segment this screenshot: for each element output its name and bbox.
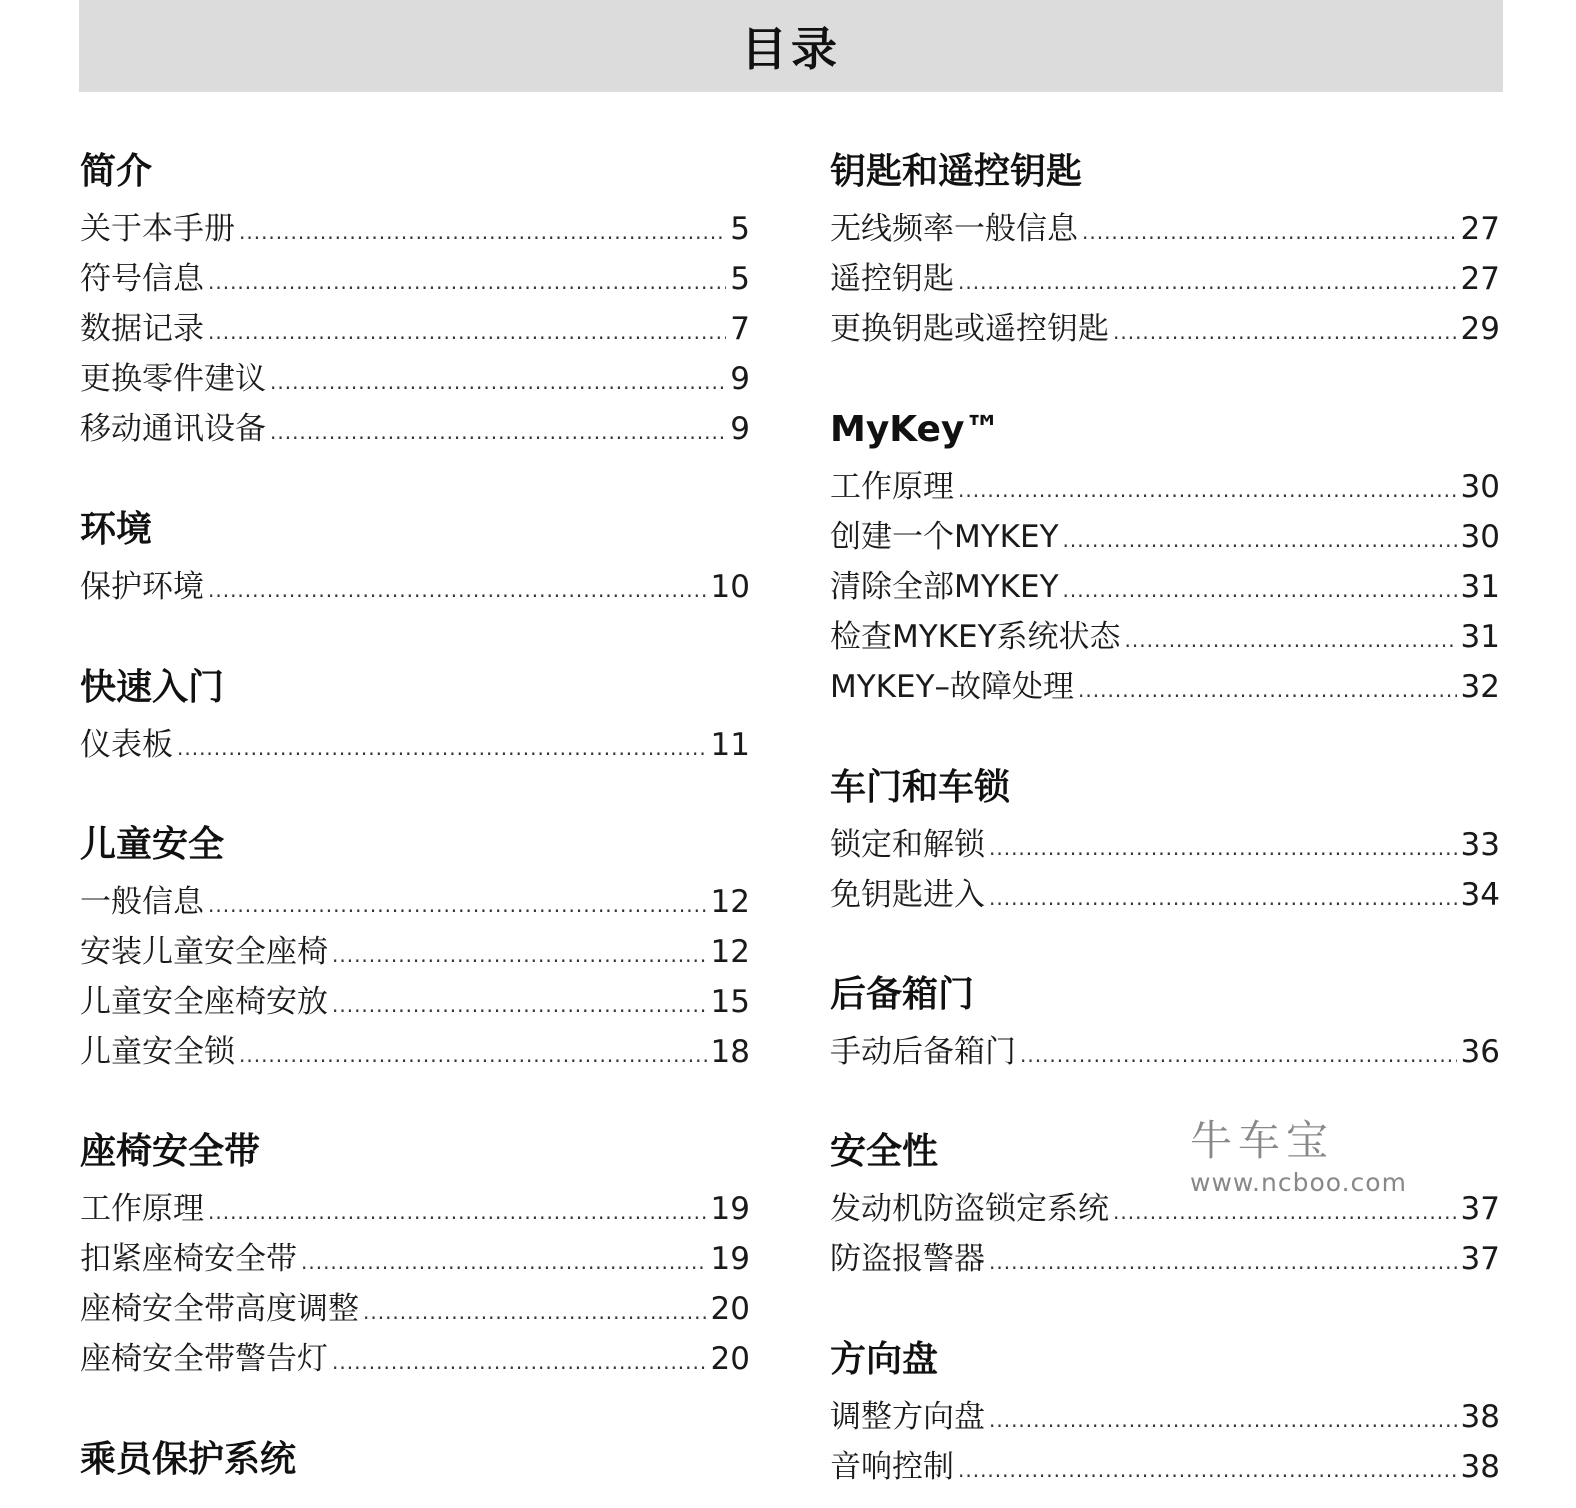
dot-leader bbox=[301, 1237, 707, 1287]
dot-leader bbox=[958, 465, 1457, 515]
toc-entry[interactable] bbox=[830, 870, 1500, 920]
section-heading: 安全性 bbox=[830, 1131, 939, 1172]
toc-entry-title: 保护环境 bbox=[80, 569, 204, 605]
toc-entry-page: 38 bbox=[1460, 1399, 1500, 1435]
toc-entry[interactable] bbox=[80, 1234, 750, 1284]
toc-entry[interactable] bbox=[830, 562, 1500, 612]
toc-entry-page: 36 bbox=[1460, 1034, 1500, 1070]
toc-entry[interactable] bbox=[830, 204, 1500, 254]
toc-entry-page: 32 bbox=[1460, 669, 1500, 705]
toc-entry-title: 遥控钥匙 bbox=[830, 261, 954, 297]
dot-leader bbox=[363, 1287, 707, 1337]
toc-entry-title: 检查MYKEY系统状态 bbox=[830, 619, 1121, 655]
dot-leader bbox=[332, 1337, 707, 1387]
toc-entry-page: 12 bbox=[710, 934, 750, 970]
section-heading: 方向盘 bbox=[830, 1339, 939, 1380]
section-heading: 简介 bbox=[80, 151, 153, 192]
toc-entry-page: 18 bbox=[710, 1034, 750, 1070]
toc-section bbox=[80, 815, 750, 1077]
dot-leader bbox=[332, 980, 707, 1030]
toc-entry[interactable] bbox=[80, 877, 750, 927]
toc-section bbox=[80, 1122, 750, 1384]
dot-leader bbox=[208, 880, 707, 930]
dot-leader bbox=[958, 257, 1457, 307]
toc-entry[interactable] bbox=[80, 720, 750, 770]
toc-entry-title: 关于本手册 bbox=[80, 211, 235, 247]
toc-entry-title: 创建一个MYKEY bbox=[830, 519, 1059, 555]
toc-entry-page: 20 bbox=[710, 1291, 750, 1327]
toc-entry-page: 29 bbox=[1460, 311, 1500, 347]
toc-entry-title: 工作原理 bbox=[830, 469, 954, 505]
dot-leader bbox=[1082, 207, 1457, 257]
toc-entry[interactable] bbox=[80, 927, 750, 977]
toc-entry-title: 清除全部MYKEY bbox=[830, 569, 1059, 605]
toc-entry-title: 发动机防盗锁定系统 bbox=[830, 1191, 1109, 1227]
dot-leader bbox=[208, 565, 707, 615]
toc-entry-title: 数据记录 bbox=[80, 311, 204, 347]
section-heading: 环境 bbox=[80, 509, 153, 550]
toc-entry[interactable] bbox=[80, 354, 750, 404]
toc-entry-page: 27 bbox=[1460, 211, 1500, 247]
toc-entry-page: 37 bbox=[1460, 1241, 1500, 1277]
toc-section bbox=[80, 142, 750, 454]
toc-entry-page: 33 bbox=[1460, 827, 1500, 863]
toc-entry-title: 扣紧座椅安全带 bbox=[80, 1241, 297, 1277]
toc-entry[interactable] bbox=[80, 1284, 750, 1334]
dot-leader bbox=[270, 407, 726, 457]
toc-section bbox=[830, 965, 1500, 1077]
toc-entry-page: 20 bbox=[710, 1341, 750, 1377]
toc-entry[interactable] bbox=[830, 1234, 1500, 1284]
toc-section bbox=[80, 500, 750, 612]
section-heading: 钥匙和遥控钥匙 bbox=[830, 151, 1083, 192]
page-title: 目录 bbox=[741, 22, 841, 76]
toc-entry-page: 5 bbox=[730, 211, 750, 247]
toc-entry-title: 锁定和解锁 bbox=[830, 827, 985, 863]
toc-entry[interactable] bbox=[830, 1027, 1500, 1077]
title-bar bbox=[79, 0, 1503, 92]
section-heading: 座椅安全带 bbox=[80, 1131, 261, 1172]
toc-entry-title: 更换钥匙或遥控钥匙 bbox=[830, 311, 1109, 347]
toc-entry-title: 免钥匙进入 bbox=[830, 877, 985, 913]
toc-entry[interactable] bbox=[830, 662, 1500, 712]
toc-section bbox=[80, 658, 750, 770]
dot-leader bbox=[239, 1030, 707, 1080]
toc-entry-title: 安装儿童安全座椅 bbox=[80, 934, 328, 970]
toc-entry[interactable] bbox=[830, 1442, 1500, 1492]
toc-entry-title: 儿童安全座椅安放 bbox=[80, 984, 328, 1020]
watermark-url: www.ncboo.com bbox=[1190, 1168, 1407, 1197]
toc-entry-page: 30 bbox=[1460, 469, 1500, 505]
toc-section bbox=[830, 400, 1500, 712]
toc-entry[interactable] bbox=[80, 1334, 750, 1384]
toc-entry-page: 34 bbox=[1460, 877, 1500, 913]
toc-entry-page: 31 bbox=[1460, 619, 1500, 655]
toc-entry-page: 11 bbox=[710, 727, 750, 763]
toc-entry-page: 9 bbox=[730, 411, 750, 447]
dot-leader bbox=[332, 930, 707, 980]
toc-entry-title: 调整方向盘 bbox=[830, 1399, 985, 1435]
section-heading: 车门和车锁 bbox=[830, 767, 1011, 808]
dot-leader bbox=[208, 307, 726, 357]
toc-entry[interactable] bbox=[80, 562, 750, 612]
toc-entry-page: 27 bbox=[1460, 261, 1500, 297]
toc-entry-title: 一般信息 bbox=[80, 884, 204, 920]
toc-entry-page: 12 bbox=[710, 884, 750, 920]
toc-entry[interactable] bbox=[830, 254, 1500, 304]
toc-entry-title: 移动通讯设备 bbox=[80, 411, 266, 447]
dot-leader bbox=[989, 1395, 1457, 1445]
toc-entry-title: 工作原理 bbox=[80, 1191, 204, 1227]
toc-entry-page: 31 bbox=[1460, 569, 1500, 605]
toc-entry-title: MYKEY–故障处理 bbox=[830, 669, 1075, 705]
toc-entry-title: 符号信息 bbox=[80, 261, 204, 297]
section-heading: MyKey™ bbox=[830, 409, 1001, 450]
dot-leader bbox=[1078, 665, 1457, 715]
toc-section bbox=[80, 1430, 750, 1490]
toc-entry-page: 7 bbox=[730, 311, 750, 347]
dot-leader bbox=[270, 357, 726, 407]
toc-entry-title: 座椅安全带高度调整 bbox=[80, 1291, 359, 1327]
toc-entry-page: 19 bbox=[710, 1191, 750, 1227]
toc-entry-page: 19 bbox=[710, 1241, 750, 1277]
toc-entry-page: 9 bbox=[730, 361, 750, 397]
section-heading: 快速入门 bbox=[80, 667, 225, 708]
toc-entry[interactable] bbox=[80, 977, 750, 1027]
toc-entry-page: 37 bbox=[1460, 1191, 1500, 1227]
toc-entry[interactable] bbox=[830, 1392, 1500, 1442]
toc-entry-title: 音响控制 bbox=[830, 1449, 954, 1485]
dot-leader bbox=[1020, 1030, 1457, 1080]
dot-leader bbox=[1113, 307, 1457, 357]
toc-entry[interactable] bbox=[830, 462, 1500, 512]
toc-entry-title: 座椅安全带警告灯 bbox=[80, 1341, 328, 1377]
toc-entry-title: 防盗报警器 bbox=[830, 1241, 985, 1277]
toc-entry-page: 15 bbox=[710, 984, 750, 1020]
toc-entry-title: 无线频率一般信息 bbox=[830, 211, 1078, 247]
toc-entry[interactable] bbox=[830, 612, 1500, 662]
dot-leader bbox=[989, 1237, 1457, 1287]
dot-leader bbox=[1063, 515, 1457, 565]
toc-entry[interactable] bbox=[830, 820, 1500, 870]
toc-entry-page: 5 bbox=[730, 261, 750, 297]
dot-leader bbox=[989, 873, 1457, 923]
dot-leader bbox=[958, 1445, 1457, 1495]
toc-entry[interactable] bbox=[80, 204, 750, 254]
toc-section bbox=[830, 758, 1500, 920]
toc-entry-title: 仪表板 bbox=[80, 727, 173, 763]
toc-entry[interactable] bbox=[80, 1184, 750, 1234]
toc-entry-title: 儿童安全锁 bbox=[80, 1034, 235, 1070]
dot-leader bbox=[208, 1187, 707, 1237]
section-heading: 儿童安全 bbox=[80, 824, 225, 865]
toc-entry-page: 30 bbox=[1460, 519, 1500, 555]
toc-entry[interactable] bbox=[80, 404, 750, 454]
toc-entry[interactable] bbox=[80, 1027, 750, 1077]
toc-entry-title: 手动后备箱门 bbox=[830, 1034, 1016, 1070]
section-heading: 乘员保护系统 bbox=[80, 1439, 297, 1480]
watermark-name: 牛车宝 bbox=[1190, 1116, 1335, 1165]
dot-leader bbox=[239, 207, 726, 257]
section-heading: 后备箱门 bbox=[830, 974, 975, 1015]
toc-entry-page: 10 bbox=[710, 569, 750, 605]
toc-entry[interactable] bbox=[830, 304, 1500, 354]
toc-section bbox=[830, 1330, 1500, 1492]
toc-entry[interactable] bbox=[80, 254, 750, 304]
toc-section bbox=[830, 142, 1500, 354]
toc-entry-page: 38 bbox=[1460, 1449, 1500, 1485]
toc-entry-title: 更换零件建议 bbox=[80, 361, 266, 397]
toc-entry[interactable] bbox=[830, 512, 1500, 562]
watermark bbox=[1190, 1116, 1410, 1200]
dot-leader bbox=[208, 257, 726, 307]
toc-entry[interactable] bbox=[80, 304, 750, 354]
dot-leader bbox=[1125, 615, 1457, 665]
dot-leader bbox=[1063, 565, 1457, 615]
dot-leader bbox=[177, 723, 707, 773]
dot-leader bbox=[989, 823, 1457, 873]
